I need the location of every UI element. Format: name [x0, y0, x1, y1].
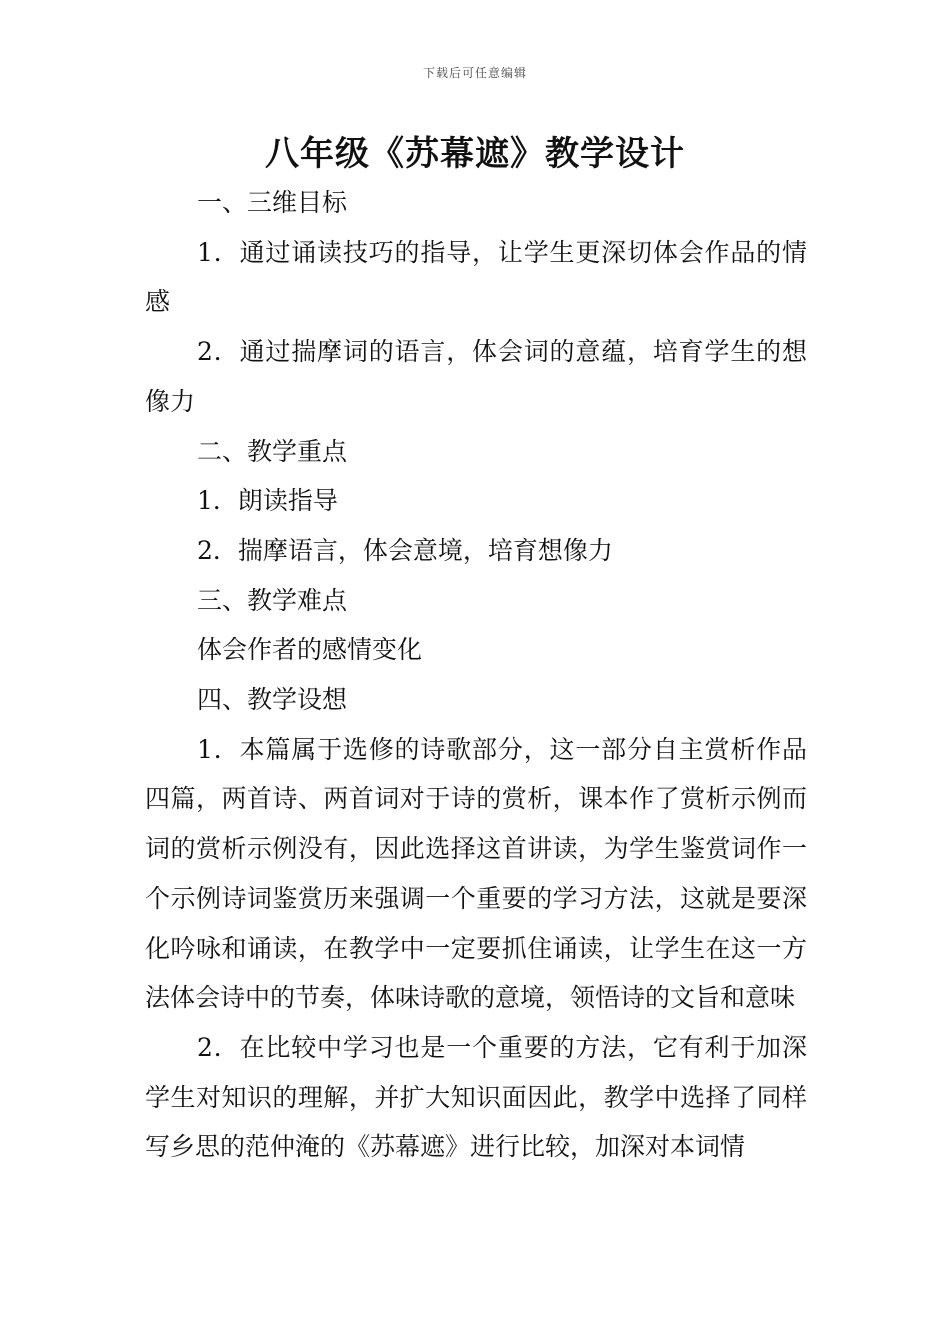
objective-item-1: 1．通过诵读技巧的指导，让学生更深切体会作品的情感 — [145, 237, 807, 317]
section-heading-objectives: 一、三维目标 — [197, 188, 348, 217]
plan-item-2: 2．在比较中学习也是一个重要的方法，它有利于加深学生对知识的理解，并扩大知识面因此，教学中选择了同样写乡思的范仲淹的《苏幕遮》进行比较，加深对本词情 — [145, 1032, 807, 1162]
document-body — [145, 178, 807, 1172]
objective-item-2: 2．通过揣摩词的语言，体会词的意蕴，培育学生的想像力 — [145, 337, 807, 416]
key-point-item-2: 2．揣摩语言，体会意境，培育想像力 — [197, 535, 613, 565]
section-heading-plan: 四、教学设想 — [197, 685, 348, 715]
plan-item-1: 1．本篇属于选修的诗歌部分，这一部分自主赏析作品四篇，两首诗、两首词对于诗的赏析，课本作了赏析示例而词的赏析示例没有，因此选择这首讲读，为学生鉴赏词作一个示例诗词鉴赏历来强调一个重要的学习方法，这就是要深化吟咏和诵读，在教学中一定要抓住诵读，让学生在这一方法体会诗中的节奏，体味诗歌的意境，领悟诗的文旨和意味 — [145, 734, 807, 1013]
header-note: 下载后可任意编辑 — [422, 66, 527, 80]
difficulty-text: 体会作者的感情变化 — [197, 635, 423, 665]
key-point-item-1: 1．朗读指导 — [197, 486, 338, 516]
section-heading-key-points: 二、教学重点 — [197, 436, 348, 466]
section-heading-difficulties: 三、教学难点 — [197, 585, 348, 615]
document-title: 八年级《苏幕遮》教学设计 — [265, 134, 685, 174]
